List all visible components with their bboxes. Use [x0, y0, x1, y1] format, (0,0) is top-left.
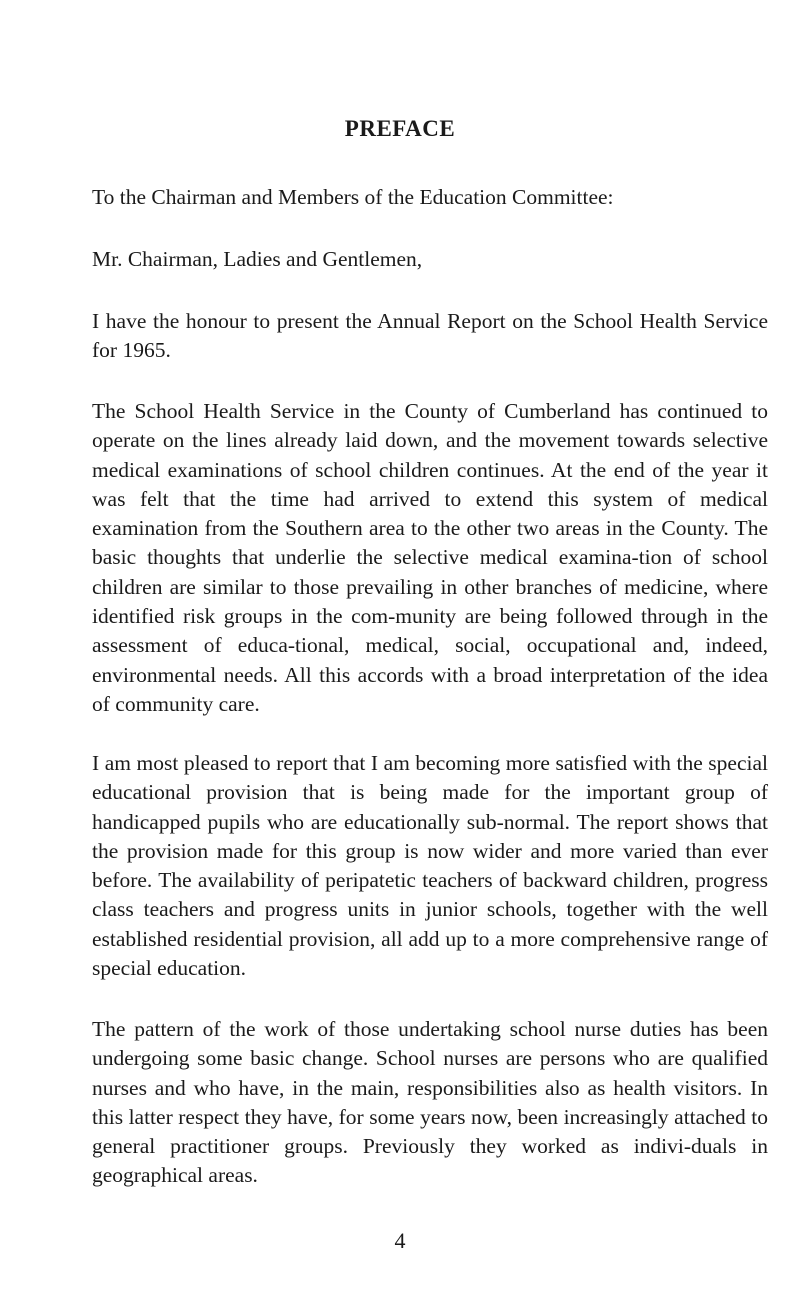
greeting-line: Mr. Chairman, Ladies and Gentlemen, — [92, 247, 423, 271]
addressee-line: To the Chairman and Members of the Education Committee: — [92, 185, 614, 209]
paragraph: The pattern of the work of those undertaking school nurse duties has been undergoing some basic change. School nurses are persons who are qualified nurses and who have, in the main, responsibilities also as health visitors. In this latter respect they have, for some years now, been increasingly attached to general practitioner groups. Previously they worked as indivi-duals in geographical areas. — [92, 1017, 768, 1188]
page-number: 4 — [394, 1228, 406, 1253]
paragraph: The School Health Service in the County of Cumberland has continued to operate on the lines already laid down, and the movement towards selective medical examinations of school children continues. At the end of the year it was felt that the time had arrived to extend this system of medical examination from the Southern area to the other two areas in the County. The basic thoughts that underlie the selective medical examina-tion of school children are similar to those prevailing in other branches of medicine, where identified risk groups in the com-munity are being followed through in the assessment of educa-tional, medical, social, occupational and, indeed, environmental needs. All this accords with a broad interpretation of the idea of community care. — [92, 399, 768, 716]
page-title: PREFACE — [344, 116, 456, 141]
paragraph: I am most pleased to report that I am becoming more satisfied with the special educational provision that is being made for the important group of handicapped pupils who are educationally sub-normal. The report shows that the provision made for this group is now wider and more varied than ever before. The availability of peripatetic teachers of backward children, progress class teachers and progress units in junior schools, together with the well established residential provision, all add up to a more comprehensive range of special education. — [92, 751, 768, 981]
paragraph: I have the honour to present the Annual Report on the School Health Service for 1965. — [92, 309, 768, 363]
